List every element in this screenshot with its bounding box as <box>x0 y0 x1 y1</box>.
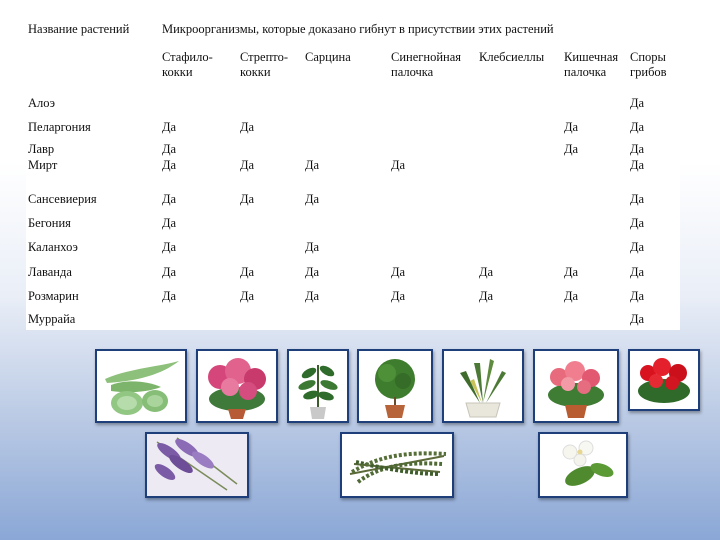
header-pseudomonas <box>391 50 461 80</box>
table-cell-yes: Да <box>162 216 177 230</box>
table-cell-yes: Да <box>564 120 579 134</box>
header-ecoli-line2: палочка <box>564 65 607 79</box>
header-strep-line2: кокки <box>240 65 271 79</box>
row-plant-name: Мирт <box>28 158 58 172</box>
begonia-photo <box>628 349 700 411</box>
header-pseudo-line1: Синегнойная <box>391 50 462 64</box>
header-staph-line1: Стафило- <box>162 50 213 64</box>
table-cell-yes: Да <box>305 240 320 254</box>
table-cell-yes: Да <box>162 240 177 254</box>
sansevieria-image <box>444 351 522 421</box>
table-cell-yes: Да <box>630 289 645 303</box>
table-cell-yes: Да <box>305 265 320 279</box>
laurel-photo <box>287 349 349 423</box>
table-cell-yes: Да <box>240 120 255 134</box>
table-cell-yes: Да <box>240 289 255 303</box>
header-ecoli <box>564 50 618 80</box>
table-cell-yes: Да <box>630 240 645 254</box>
kalanchoe-photo <box>533 349 619 423</box>
header-plant-name: Название растений <box>28 22 130 36</box>
table-cell-yes: Да <box>162 192 177 206</box>
header-microorganisms: Микроорганизмы, которые доказано гибнут в присутствии этих растений <box>162 22 554 36</box>
pelargonium-photo <box>196 349 278 423</box>
table-cell-yes: Да <box>564 289 579 303</box>
kalanchoe-image <box>535 351 617 421</box>
table-cell-yes: Да <box>630 312 645 326</box>
table-cell-yes: Да <box>479 289 494 303</box>
table-cell-yes: Да <box>391 158 406 172</box>
table-cell-yes: Да <box>162 158 177 172</box>
aloe-image <box>97 351 185 421</box>
table-cell-yes: Да <box>564 265 579 279</box>
rosemary-image <box>342 434 452 496</box>
table-cell-yes: Да <box>162 120 177 134</box>
table-cell-yes: Да <box>564 142 579 156</box>
table-cell-yes: Да <box>162 142 177 156</box>
header-streptococci <box>240 50 288 80</box>
plant-microbe-table <box>26 20 680 330</box>
table-cell-yes: Да <box>630 120 645 134</box>
header-ecoli-line1: Кишечная <box>564 50 619 64</box>
table-cell-yes: Да <box>240 158 255 172</box>
row-plant-name: Муррайа <box>28 312 76 326</box>
header-klebsiella: Клебсиеллы <box>479 50 545 64</box>
header-fungal-spores <box>630 50 667 80</box>
row-plant-name: Лаванда <box>28 265 72 279</box>
table-cell-yes: Да <box>162 265 177 279</box>
lavender-photo <box>145 432 249 498</box>
myrtle-image <box>359 351 431 421</box>
row-plant-name: Каланхоэ <box>28 240 78 254</box>
myrtle-photo <box>357 349 433 423</box>
header-fungi-line1: Споры <box>630 50 666 64</box>
header-sarcina: Сарцина <box>305 50 351 64</box>
begonia-image <box>630 351 698 409</box>
header-staphylococci <box>162 50 213 80</box>
table-cell-yes: Да <box>630 216 645 230</box>
laurel-image <box>289 351 347 421</box>
table-cell-yes: Да <box>305 158 320 172</box>
row-plant-name: Розмарин <box>28 289 79 303</box>
table-cell-yes: Да <box>391 289 406 303</box>
table-cell-yes: Да <box>630 96 645 110</box>
row-plant-name: Лавр <box>28 142 55 156</box>
row-plant-name: Пеларгония <box>28 120 91 134</box>
table-cell-yes: Да <box>479 265 494 279</box>
header-fungi-line2: грибов <box>630 65 667 79</box>
header-staph-line2: кокки <box>162 65 193 79</box>
row-plant-name: Бегония <box>28 216 71 230</box>
table-cell-yes: Да <box>305 289 320 303</box>
table-cell-yes: Да <box>240 192 255 206</box>
table-cell-yes: Да <box>630 192 645 206</box>
murraya-image <box>540 434 626 496</box>
table-cell-yes: Да <box>240 265 255 279</box>
lavender-image <box>147 434 247 496</box>
pelargonium-image <box>198 351 276 421</box>
aloe-photo <box>95 349 187 423</box>
row-plant-name: Алоэ <box>28 96 56 110</box>
header-strep-line1: Стрепто- <box>240 50 288 64</box>
rosemary-photo <box>340 432 454 498</box>
table-cell-yes: Да <box>391 265 406 279</box>
table-cell-yes: Да <box>630 158 645 172</box>
header-pseudo-line2: палочка <box>391 65 434 79</box>
sansevieria-photo <box>442 349 524 423</box>
table-cell-yes: Да <box>305 192 320 206</box>
row-plant-name: Сансевиерия <box>28 192 97 206</box>
table-cell-yes: Да <box>162 289 177 303</box>
murraya-photo <box>538 432 628 498</box>
table-cell-yes: Да <box>630 265 645 279</box>
table-cell-yes: Да <box>630 142 645 156</box>
